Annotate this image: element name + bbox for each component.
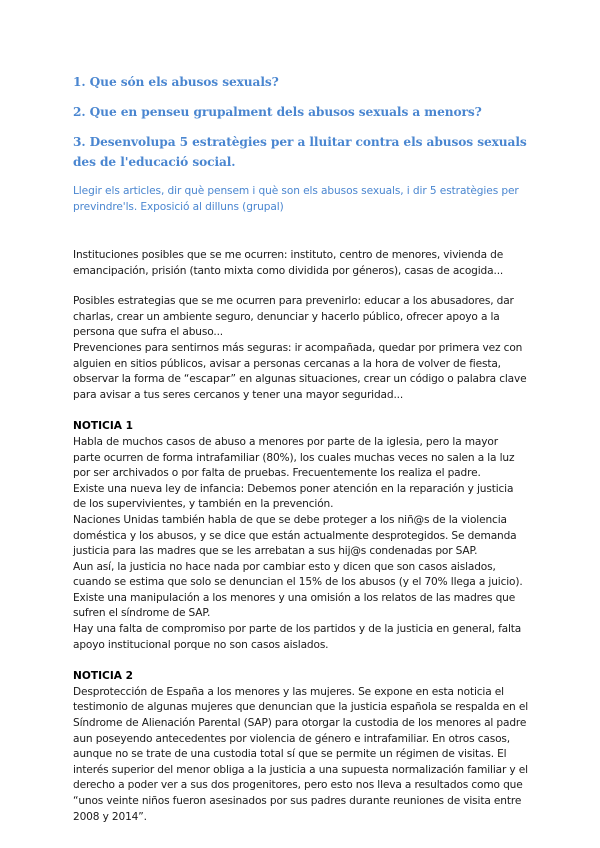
noticia-2-heading: NOTICIA 2	[73, 670, 134, 683]
noticia-1-line: Hay una falta de compromiso por parte de los partidos y de la justicia en general, falta apoyo institucional porque no son casos aislados.	[73, 623, 522, 651]
noticia-1-line: Habla de muchos casos de abuso a menores por parte de la iglesia, pero la mayor parte ocurren de forma intrafamiliar (80%), los cuales muchas veces no salen a la luz por ser archivados o por falta de pruebas. Frecuentemente los realiza el padre.	[73, 435, 515, 480]
question-1: 1. Que són els abusos sexuals?	[73, 75, 279, 89]
instituciones-paragraph: Instituciones posibles que se me ocurren: instituto, centro de menores, vivienda de emancipación, prisión (tanto mixta como dividida por géneros), casas de acogida...	[73, 249, 504, 277]
estrategias-paragraph: Posibles estrategias que se me ocurren para prevenirlo: educar a los abusadores, dar charlas, crear un ambiente seguro, denunciar y hacerlo público, ofrecer apoyo a la persona que sufra el abuso...	[73, 295, 514, 339]
noticia-1-line: Existe una nueva ley de infancia: Debemos poner atención en la reparación y justicia de los supervivientes, y también en la prevención.	[73, 482, 514, 511]
noticia-2-text: Desprotección de España a los menores y las mujeres. Se expone en esta noticia el testimonio de algunas mujeres que denuncian que la justicia española se respalda en el Síndrome de Alienación Parental (SAP) para otorgar la custodia de los menores al padre aun poseyendo antecedentes por violencia de género e intrafamiliar. En otros casos, aunque no se trate de una custodia total sí que se permite un régimen de visitas. El interés superior del menor obliga a la justicia a una supuesta normalización familiar y el derecho a poder ver a sus dos progenitores, pero esto nos lleva a resultados como que “unos veinte niños fueron asesinados por sus padres durante reuniones de visita entre 2008 y 2014”.	[73, 685, 528, 823]
noticia-1-heading: NOTICIA 1	[73, 420, 134, 433]
question-3: 3. Desenvolupa 5 estratègies per a lluitar contra els abusos sexuals des de l'educació social.	[73, 135, 527, 169]
prevenciones-paragraph: Prevenciones para sentirnos más seguras: ir acompañada, quedar por primera vez con alguien en sitios públicos, avisar a personas cercanas a la hora de volver de fiesta, observar la forma de “escapar” en algunas situaciones, crear un código o palabra clave para avisar a tus seres cercanos y tener una mayor seguridad...	[73, 341, 527, 401]
noticia-1-line: Naciones Unidas también habla de que se debe proteger a los niñ@s de la violencia doméstica y los abusos, y se dice que están actualmente desprotegidos. Se demanda justicia para las madres que se les arrebatan a sus hij@s condenadas por SAP.	[73, 513, 517, 558]
assignment-instructions: Llegir els articles, dir què pensem i què son els abusos sexuals, i dir 5 estratègies per previndre'ls. Exposició al dilluns (grupal)	[73, 185, 519, 213]
question-2: 2. Que en penseu grupalment dels abusos sexuals a menors?	[73, 105, 482, 119]
noticia-1-line: Aun así, la justicia no hace nada por cambiar esto y dicen que son casos aislados, cuando se estima que solo se denuncian el 15% de los abusos (y el 70% llega a juicio).	[73, 560, 523, 589]
noticia-1-line: Existe una manipulación a los menores y una omisión a los relatos de las madres que sufren el síndrome de SAP.	[73, 591, 516, 620]
